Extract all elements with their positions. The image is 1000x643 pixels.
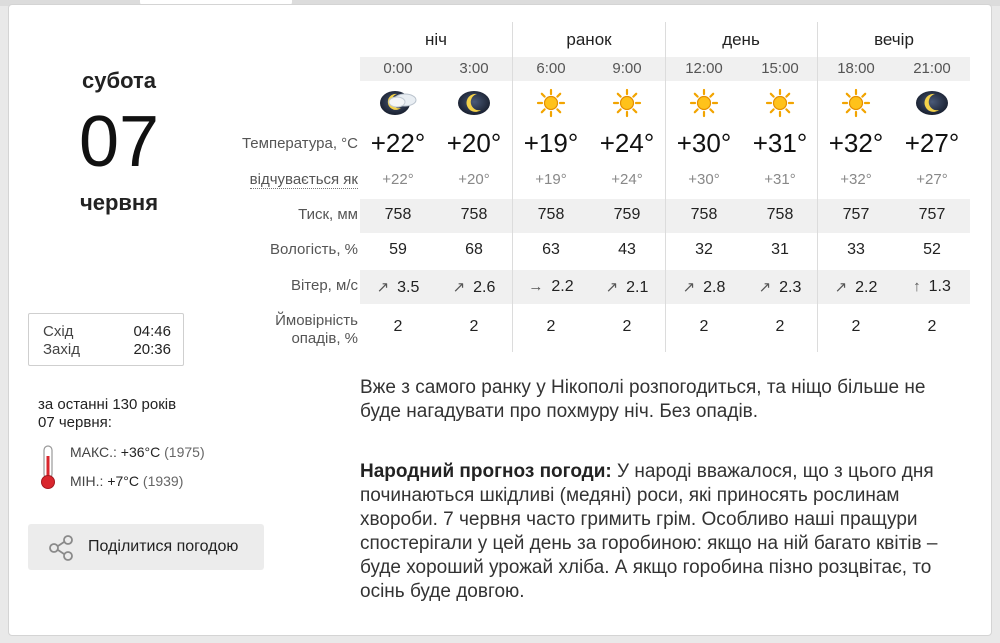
- folk-forecast-text: У народі вважалося, що з цього дня починаються шкідливі (медяні) роси, які приносять рослинам хвороби. 7 червня часто гримить грім. Особливо наші пращури спостерігали у цей день за горобиною: якщо на ній багато квітів – буде хороший урожай хліба. А якщо горобина пізно розцвітає, то осінь буде довгою.: [360, 461, 938, 602]
- history-min-year: (1939): [142, 473, 184, 489]
- wind-cell: [513, 278, 589, 296]
- temperature-cell: +30°: [676, 128, 732, 158]
- wind-cell: [742, 278, 818, 297]
- temperature-cell: +32°: [828, 128, 884, 158]
- wind-direction-icon: ↑: [913, 278, 921, 295]
- history-title: [38, 396, 218, 432]
- humidity-cell: 59: [389, 241, 407, 258]
- history-min-value: +7°C: [107, 473, 140, 489]
- pressure-cell: 758: [384, 206, 412, 223]
- temperature-cell: +20°: [446, 128, 502, 158]
- humidity-cell: 32: [695, 241, 713, 258]
- wind-direction-icon: ↗: [682, 279, 696, 296]
- pressure-cell: 757: [842, 206, 870, 223]
- time-cell: 0:00: [383, 60, 413, 77]
- time-cell: 9:00: [612, 60, 642, 77]
- sunrise-label: Схід: [43, 323, 74, 340]
- humidity-cell: 63: [542, 241, 560, 258]
- temperature-cell: +19°: [523, 128, 579, 158]
- history-min-label: МІН.:: [70, 473, 104, 489]
- sunset-time: 20:36: [133, 341, 171, 358]
- share-weather-label: Поділитися погодою: [88, 538, 239, 555]
- sun-icon: [818, 88, 894, 118]
- wind-speed: 2.3: [779, 279, 802, 296]
- sunrise-sunset-box: [28, 313, 184, 366]
- history-max-value: +36°C: [120, 444, 161, 460]
- history-max-label: МАКС.:: [70, 444, 117, 460]
- sun-icon: [742, 88, 818, 118]
- period-day: день: [722, 30, 760, 49]
- month: червня: [79, 190, 159, 215]
- pressure-cell: 758: [766, 206, 794, 223]
- history-title-line1: за останні 130 років: [38, 396, 177, 413]
- temperature-cell: +27°: [904, 128, 960, 158]
- precip-cell: 2: [851, 318, 861, 335]
- feels-like-cell: +20°: [458, 171, 490, 188]
- temperature-cell: +31°: [752, 128, 808, 158]
- precip-cell: 2: [393, 318, 403, 335]
- wind-cell: [360, 278, 436, 297]
- period-night: ніч: [424, 30, 448, 49]
- share-weather-button[interactable]: [28, 524, 264, 570]
- wind-direction-icon: ↗: [452, 279, 466, 296]
- wind-speed: 2.6: [473, 279, 496, 296]
- wind-direction-icon: ↗: [758, 279, 772, 296]
- precip-cell: 2: [546, 318, 556, 335]
- day-number: 07: [78, 102, 160, 182]
- feels-like-cell: +31°: [764, 171, 796, 188]
- precip-cell: 2: [699, 318, 709, 335]
- humidity-cell: 33: [847, 241, 865, 258]
- wind-direction-icon: ↗: [834, 279, 848, 296]
- folk-forecast: [360, 460, 970, 604]
- time-cell: 15:00: [761, 60, 799, 77]
- pressure-cell: 757: [918, 206, 946, 223]
- wind-cell: [436, 278, 512, 297]
- wind-cell: [666, 278, 742, 297]
- sun-icon: [513, 88, 589, 118]
- clear-night-icon: [894, 88, 970, 118]
- wind-speed: 3.5: [397, 279, 420, 296]
- temperature-label: Температура, °С: [241, 135, 358, 152]
- feels-like-label-text: відчувається як: [249, 171, 358, 188]
- wind-speed: 1.3: [928, 278, 951, 295]
- wind-label: Вітер, м/с: [290, 277, 358, 294]
- folk-forecast-heading: Народний прогноз погоди:: [360, 461, 612, 482]
- humidity-label: Вологість, %: [270, 241, 358, 258]
- wind-speed: 2.2: [551, 278, 574, 295]
- wind-cell: [589, 278, 665, 297]
- sun-icon: [666, 88, 742, 118]
- humidity-cell: 43: [618, 241, 636, 258]
- time-cell: 12:00: [685, 60, 723, 77]
- wind-direction-icon: ↗: [605, 279, 619, 296]
- precip-label-line2: опадів, %: [291, 330, 358, 347]
- cloudy-night-icon: [360, 88, 436, 118]
- history-title-line2: 07 червня:: [38, 414, 112, 431]
- wind-speed: 2.8: [703, 279, 726, 296]
- humidity-cell: 31: [771, 241, 789, 258]
- feels-like-cell: +22°: [382, 171, 414, 188]
- pressure-cell: 758: [460, 206, 488, 223]
- wind-cell: [818, 278, 894, 297]
- feels-like-cell: +32°: [840, 171, 872, 188]
- wind-direction-icon: →: [528, 278, 544, 295]
- precip-cell: 2: [622, 318, 632, 335]
- wind-speed: 2.1: [626, 279, 649, 296]
- feels-like-cell: +19°: [535, 171, 567, 188]
- humidity-cell: 52: [923, 241, 941, 258]
- clear-night-icon: [436, 88, 512, 118]
- sun-icon: [589, 88, 665, 118]
- feels-like-cell: +30°: [688, 171, 720, 188]
- wind-cell: [894, 278, 970, 296]
- weekday: субота: [82, 68, 156, 93]
- period-evening: вечір: [874, 30, 914, 49]
- pressure-cell: 758: [537, 206, 565, 223]
- history-max-year: (1975): [164, 444, 205, 460]
- time-cell: 18:00: [837, 60, 875, 77]
- wind-speed: 2.2: [855, 279, 878, 296]
- wind-direction-icon: ↗: [376, 279, 390, 296]
- precip-label: [275, 312, 358, 348]
- period-morning: ранок: [566, 30, 612, 49]
- history-max: [70, 444, 205, 460]
- time-cell: 3:00: [459, 60, 489, 77]
- temperature-cell: +24°: [599, 128, 655, 158]
- humidity-cell: 68: [465, 241, 483, 258]
- precip-cell: 2: [469, 318, 479, 335]
- history-min: [70, 473, 183, 489]
- forecast-description: Вже з самого ранку у Нікополі розпогодиться, та ніщо більше не буде нагадувати про похмуру ніч. Без опадів.: [360, 377, 926, 422]
- time-cell: 6:00: [536, 60, 566, 77]
- feels-like-label[interactable]: [250, 171, 358, 188]
- share-icon: [48, 535, 74, 561]
- pressure-cell: 759: [613, 206, 641, 223]
- precip-cell: 2: [775, 318, 785, 335]
- precip-cell: 2: [927, 318, 937, 335]
- pressure-label: Тиск, мм: [298, 206, 358, 223]
- thermometer-icon: [38, 444, 58, 490]
- pressure-cell: 758: [690, 206, 718, 223]
- time-cell: 21:00: [913, 60, 951, 77]
- sunrise-time: 04:46: [133, 323, 171, 340]
- temperature-cell: +22°: [370, 128, 426, 158]
- precip-label-line1: Ймовірність: [275, 312, 358, 329]
- feels-like-cell: +24°: [611, 171, 643, 188]
- feels-like-cell: +27°: [916, 171, 948, 188]
- sunset-label: Захід: [43, 341, 80, 358]
